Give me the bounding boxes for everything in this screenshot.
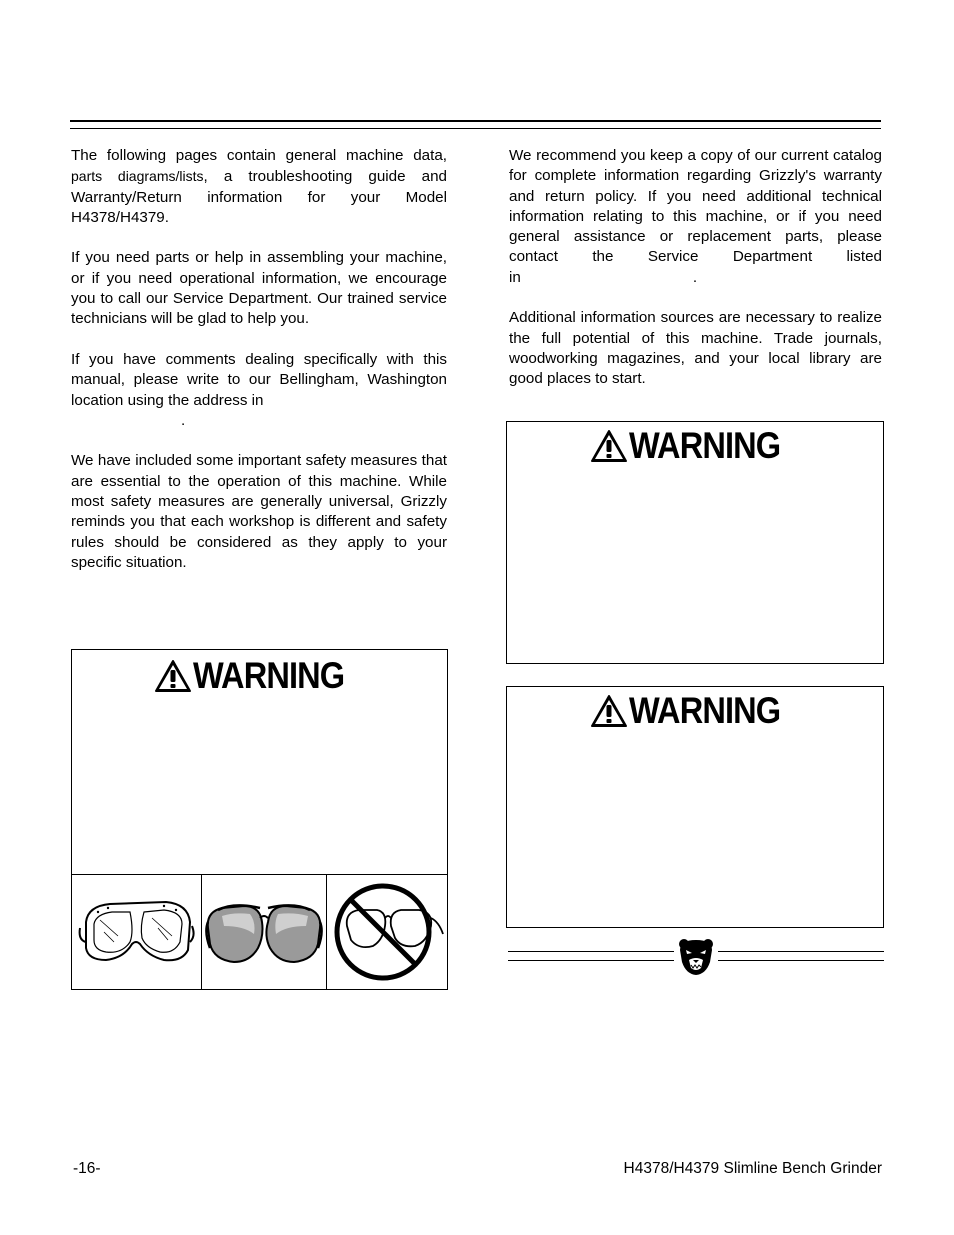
divider-line-right-1: [718, 951, 884, 952]
eye-protection-images: [71, 874, 448, 990]
warning-label: WARNING: [193, 655, 345, 696]
warning-label: WARNING: [628, 690, 780, 731]
page-number: -16-: [73, 1160, 101, 1177]
right-column: [509, 146, 882, 410]
divider-line-left-2: [508, 960, 674, 961]
goggles-cell: [72, 875, 201, 989]
warning-triangle-icon: [590, 694, 628, 728]
resources-paragraph: Additional information sources are necessary to realize the full potential of this machine. Trade journals, woodworking magazines, and your local library are good places to start.: [509, 309, 882, 388]
warning-box-right-top: [506, 421, 884, 664]
catalog-paragraph: We recommend you keep a copy of our current catalog for complete information regarding Grizzly's warranty and return policy. If you need additional technical information relating to this machine, or if you need general assistance or replacement parts, please contact the Service Department listed in .: [509, 147, 882, 286]
warning-header: [507, 690, 883, 732]
divider-line-right-2: [718, 960, 884, 961]
warning-box-eye-protection: [71, 649, 448, 875]
intro-paragraph: The following pages contain general machine data, parts diagrams/lists, a troubleshooting guide and Warranty/Return information for your Model H4378/H4379.: [71, 147, 448, 226]
header-rule-thin: [70, 128, 881, 129]
no-ordinary-glasses-icon: [329, 878, 445, 986]
grizzly-bear-logo-icon: [676, 936, 716, 976]
warning-triangle-icon: [154, 659, 192, 693]
warning-header: [507, 425, 883, 467]
header-rule-thick: [70, 120, 881, 122]
service-paragraph: If you need parts or help in assembling your machine, or if you need operational information, we encourage you to call our Service Department. Our trained service technicians will be glad to help you.: [71, 249, 447, 328]
warning-label: WARNING: [628, 425, 780, 466]
comments-paragraph: If you have comments dealing specifically with this manual, please write to our Bellingham, Washington location using the address in .: [71, 350, 447, 429]
no-glasses-cell: [326, 875, 447, 989]
divider-line-left-1: [508, 951, 674, 952]
warning-triangle-icon: [590, 429, 628, 463]
left-column: [71, 146, 447, 594]
safety-goggles-icon: [78, 892, 196, 972]
warning-box-right-bottom: [506, 686, 884, 928]
safety-glasses-icon: [204, 892, 324, 972]
safety-glasses-cell: [201, 875, 325, 989]
warning-header: [72, 655, 447, 697]
safety-paragraph: We have included some important safety measures that are essential to the operation of this machine. While most safety measures are generally universal, Grizzly reminds you that each workshop is different and safety rules should be considered as they apply to your specific situation.: [71, 452, 447, 571]
footer-title: H4378/H4379 Slimline Bench Grinder: [623, 1160, 882, 1177]
